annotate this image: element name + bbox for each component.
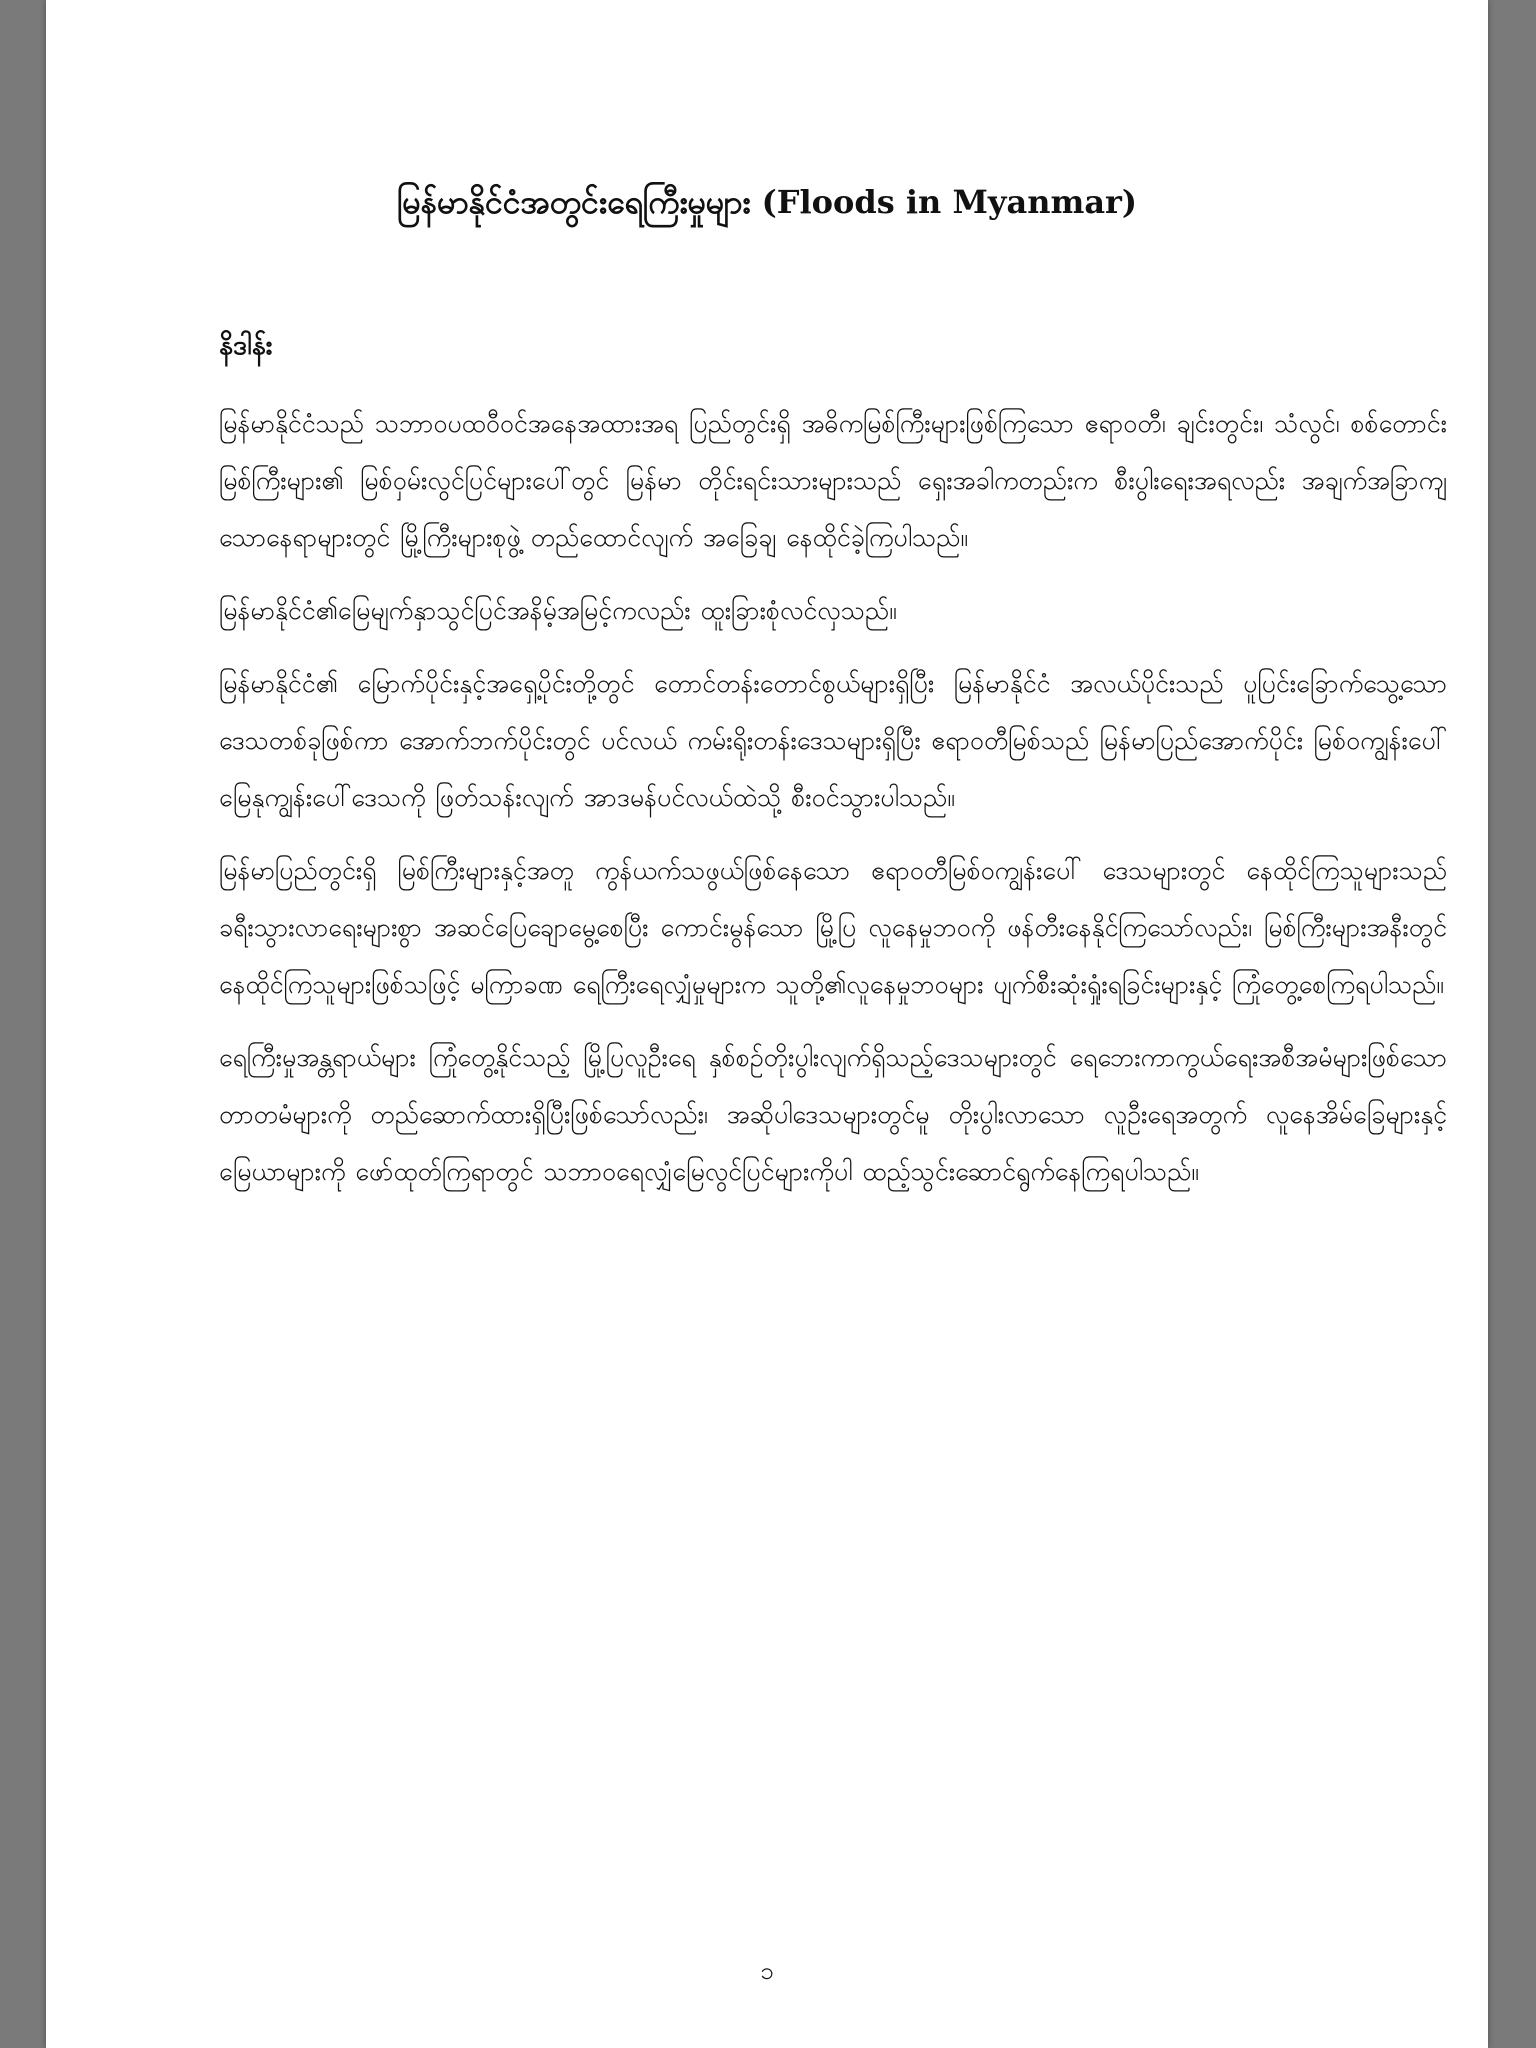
- paragraph: ရေကြီးမှုအန္တရာယ်များ ကြုံတွေ့နိုင်သည့် မြို့ပြလူဦးရေ နှစ်စဉ်တိုးပွါးလျက်ရှိသည့်ဒေသများတွင် ရေဘေးကာကွယ်ရေးအစီအမံများဖြစ်သော တာတမံများကို တည်ဆောက်ထားရှိပြီးဖြစ်သော်လည်း၊ အဆိုပါဒေသများတွင်မူ တိုးပွါးလာသော လူဦးရေအတွက် လူနေအိမ်ခြေများနှင့် မြေယာများကို ဖော်ထုတ်ကြရာတွင် သဘာဝရေလျှံမြေလွင်ပြင်များကိုပါ ထည့်သွင်းဆောင်ရွက်နေကြရပါသည်။: [219, 1043, 1447, 1186]
- document-body: [219, 395, 1447, 1216]
- paragraph: မြန်မာနိုင်ငံ၏မြေမျက်နှာသွင်ပြင်အနိမ့်အမြင့်ကလည်း ထူးခြားစုံလင်လှသည်။: [219, 596, 897, 625]
- paragraph: မြန်မာနိုင်ငံသည် သဘာဝပထဝီဝင်အနေအထားအရ ပြည်တွင်းရှိ အဓိကမြစ်ကြီးများဖြစ်ကြသော ဧရာဝတီ၊ ချင်းတွင်း၊ သံလွင်၊ စစ်တောင်းမြစ်ကြီးများ၏ မြစ်ဝှမ်းလွင်ပြင်များပေါ်တွင် မြန်မာ တိုင်းရင်းသားများသည် ရှေးအခါကတည်းက စီးပွါးရေးအရလည်း အချက်အခြာကျသောနေရာများတွင် မြို့ကြီးများစုဖွဲ့ တည်ထောင်လျက် အခြေချ နေထိုင်ခဲ့ကြပါသည်။: [219, 409, 1447, 552]
- document-title: မြန်မာနိုင်ငံအတွင်းရေကြီးမှုများ (Floods in Myanmar): [396, 183, 1138, 221]
- paragraph: မြန်မာနိုင်ငံ၏ မြောက်ပိုင်းနှင့်အရှေ့ပိုင်းတို့တွင် တောင်တန်းတောင်စွယ်များရှိပြီး မြန်မာနိုင်ငံ အလယ်ပိုင်းသည် ပူပြင်းခြောက်သွေ့သော ဒေသတစ်ခုဖြစ်ကာ အောက်ဘက်ပိုင်းတွင် ပင်လယ် ကမ်းရိုးတန်းဒေသများရှိပြီး ဧရာဝတီမြစ်သည် မြန်မာပြည်အောက်ပိုင်း မြစ်ဝကျွန်းပေါ် မြေနုကျွန်းပေါ်ဒေသကို ဖြတ်သန်းလျက် အာဒမန်ပင်လယ်ထဲသို့ စီးဝင်သွားပါသည်။: [219, 669, 1447, 812]
- page-number: ၁: [760, 1957, 774, 1985]
- section-heading-introduction: နိဒါန်း: [219, 330, 273, 361]
- document-page: [46, 0, 1488, 2048]
- paragraph: မြန်မာပြည်တွင်းရှိ မြစ်ကြီးများနှင့်အတူ ကွန်ယက်သဖွယ်ဖြစ်နေသော ဧရာဝတီမြစ်ဝကျွန်းပေါ် ဒေသများတွင် နေထိုင်ကြသူများသည် ခရီးသွားလာရေးများစွာ အဆင်ပြေချောမွေ့စေပြီး ကောင်းမွန်သော မြို့ပြ လူနေမှုဘဝကို ဖန်တီးနေနိုင်ကြသော်လည်း၊ မြစ်ကြီးများအနီးတွင် နေထိုင်ကြသူများဖြစ်သဖြင့် မကြာခဏ ရေကြီးရေလျှံမှုများက သူတို့၏လူနေမှုဘဝများ ပျက်စီးဆုံးရှုံးရခြင်းများနှင့် ကြုံတွေ့စေကြရပါသည်။: [219, 856, 1447, 999]
